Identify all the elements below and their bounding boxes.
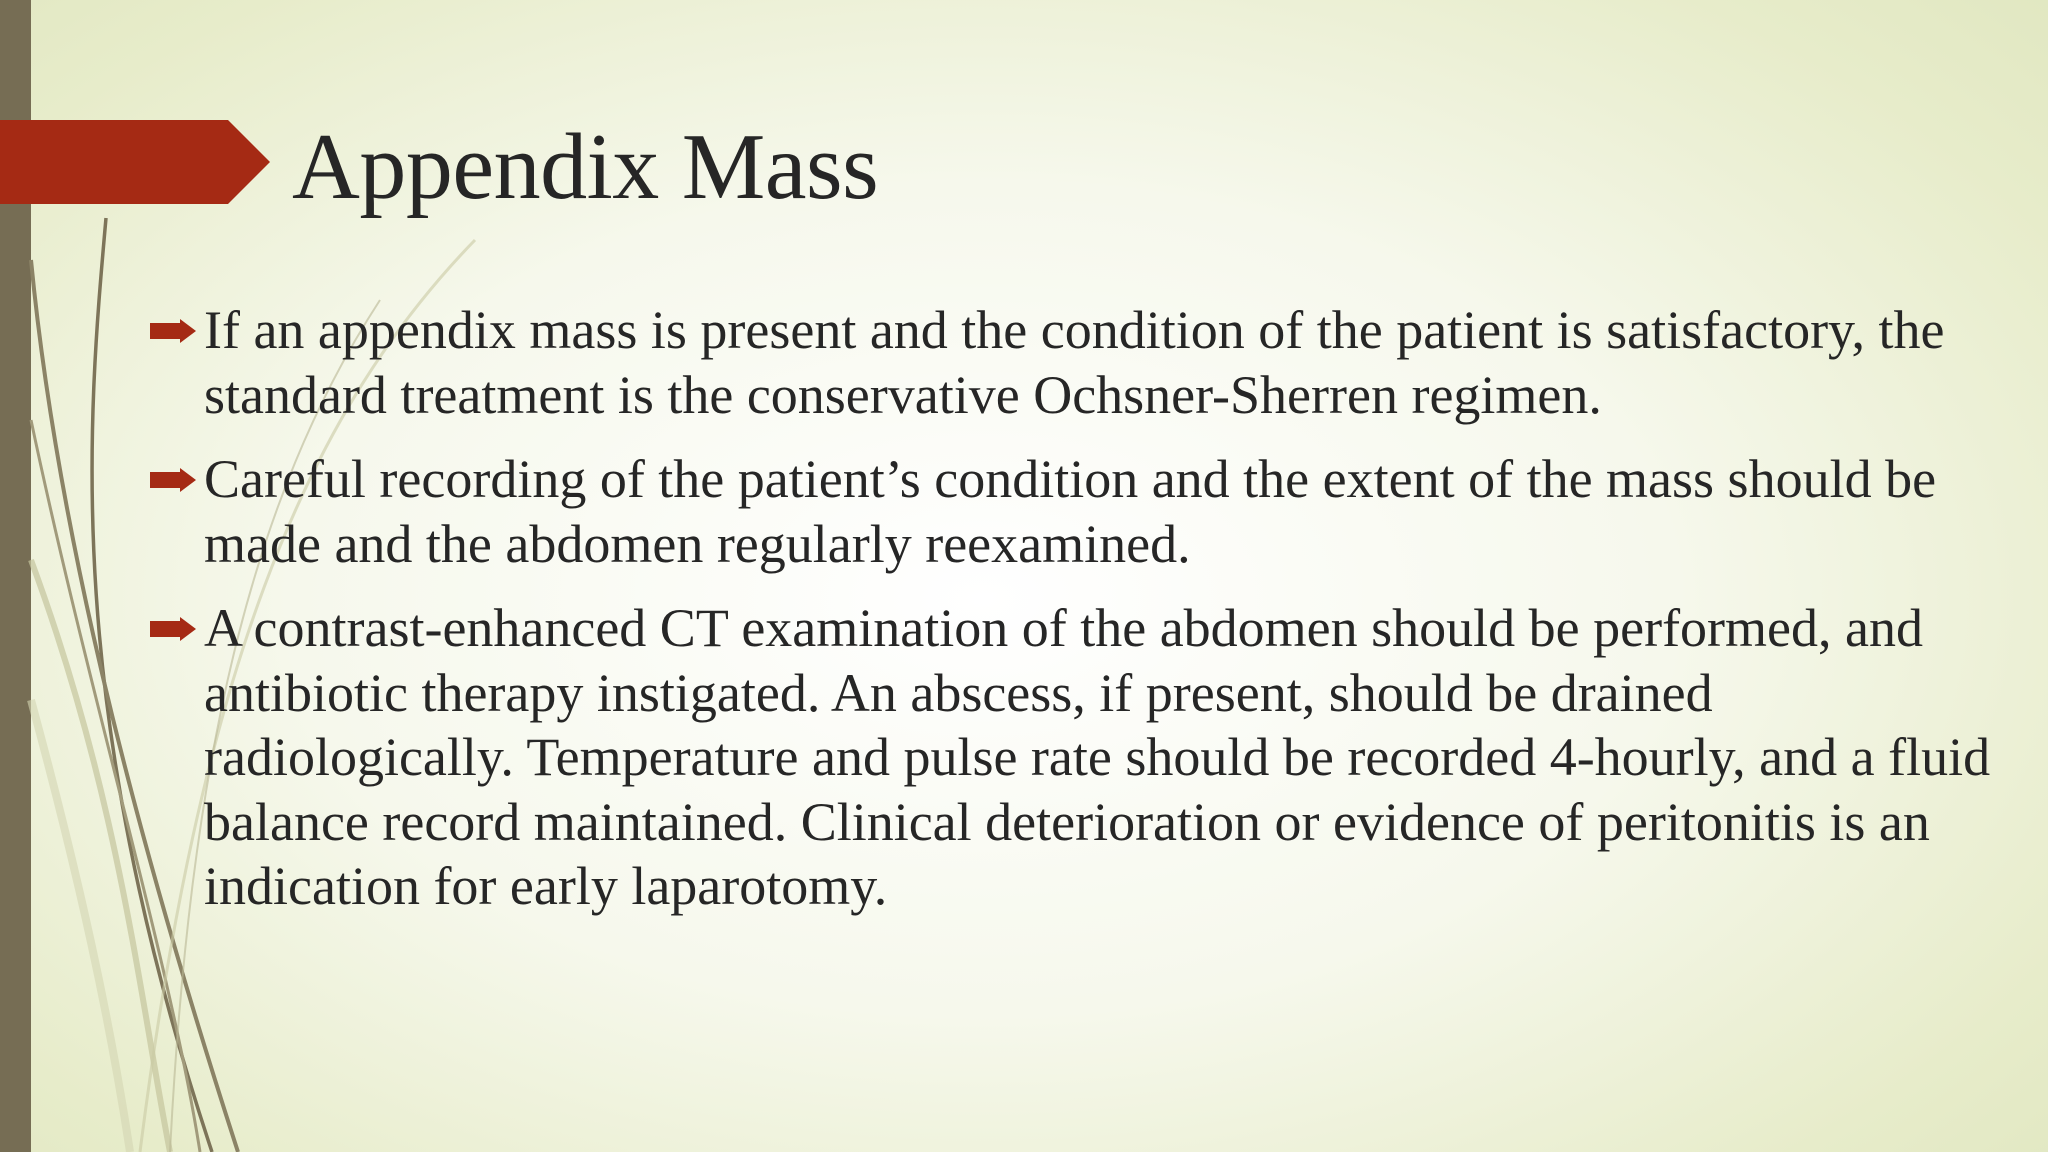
bullet-item [150, 447, 1964, 576]
arrow-bullet-icon [150, 617, 196, 641]
bullet-item [150, 298, 2000, 427]
bullet-text: A contrast-enhanced CT examination of the abdomen should be performed, and antibiotic therapy instigated. An abscess, if present, should be drained radiologically. Temperature and pulse rate should be recorded 4-hourly, and a fluid balance record maintained. Clinical deterioration or evidence of peritonitis is an indication for early laparotomy. [204, 598, 1991, 916]
bullet-list [150, 298, 2000, 939]
arrow-bullet-icon [150, 468, 196, 492]
slide-title: Appendix Mass [292, 115, 879, 219]
arrow-bullet-icon [150, 319, 196, 343]
bullet-item [150, 596, 2000, 919]
bullet-text: If an appendix mass is present and the condition of the patient is satisfactory, the standard treatment is the conservative Ochsner-Sherren regimen. [204, 300, 1945, 425]
bullet-text: Careful recording of the patient’s condition and the extent of the mass should be made and the abdomen regularly reexamined. [204, 449, 1937, 574]
title-arrow-icon [0, 120, 270, 204]
